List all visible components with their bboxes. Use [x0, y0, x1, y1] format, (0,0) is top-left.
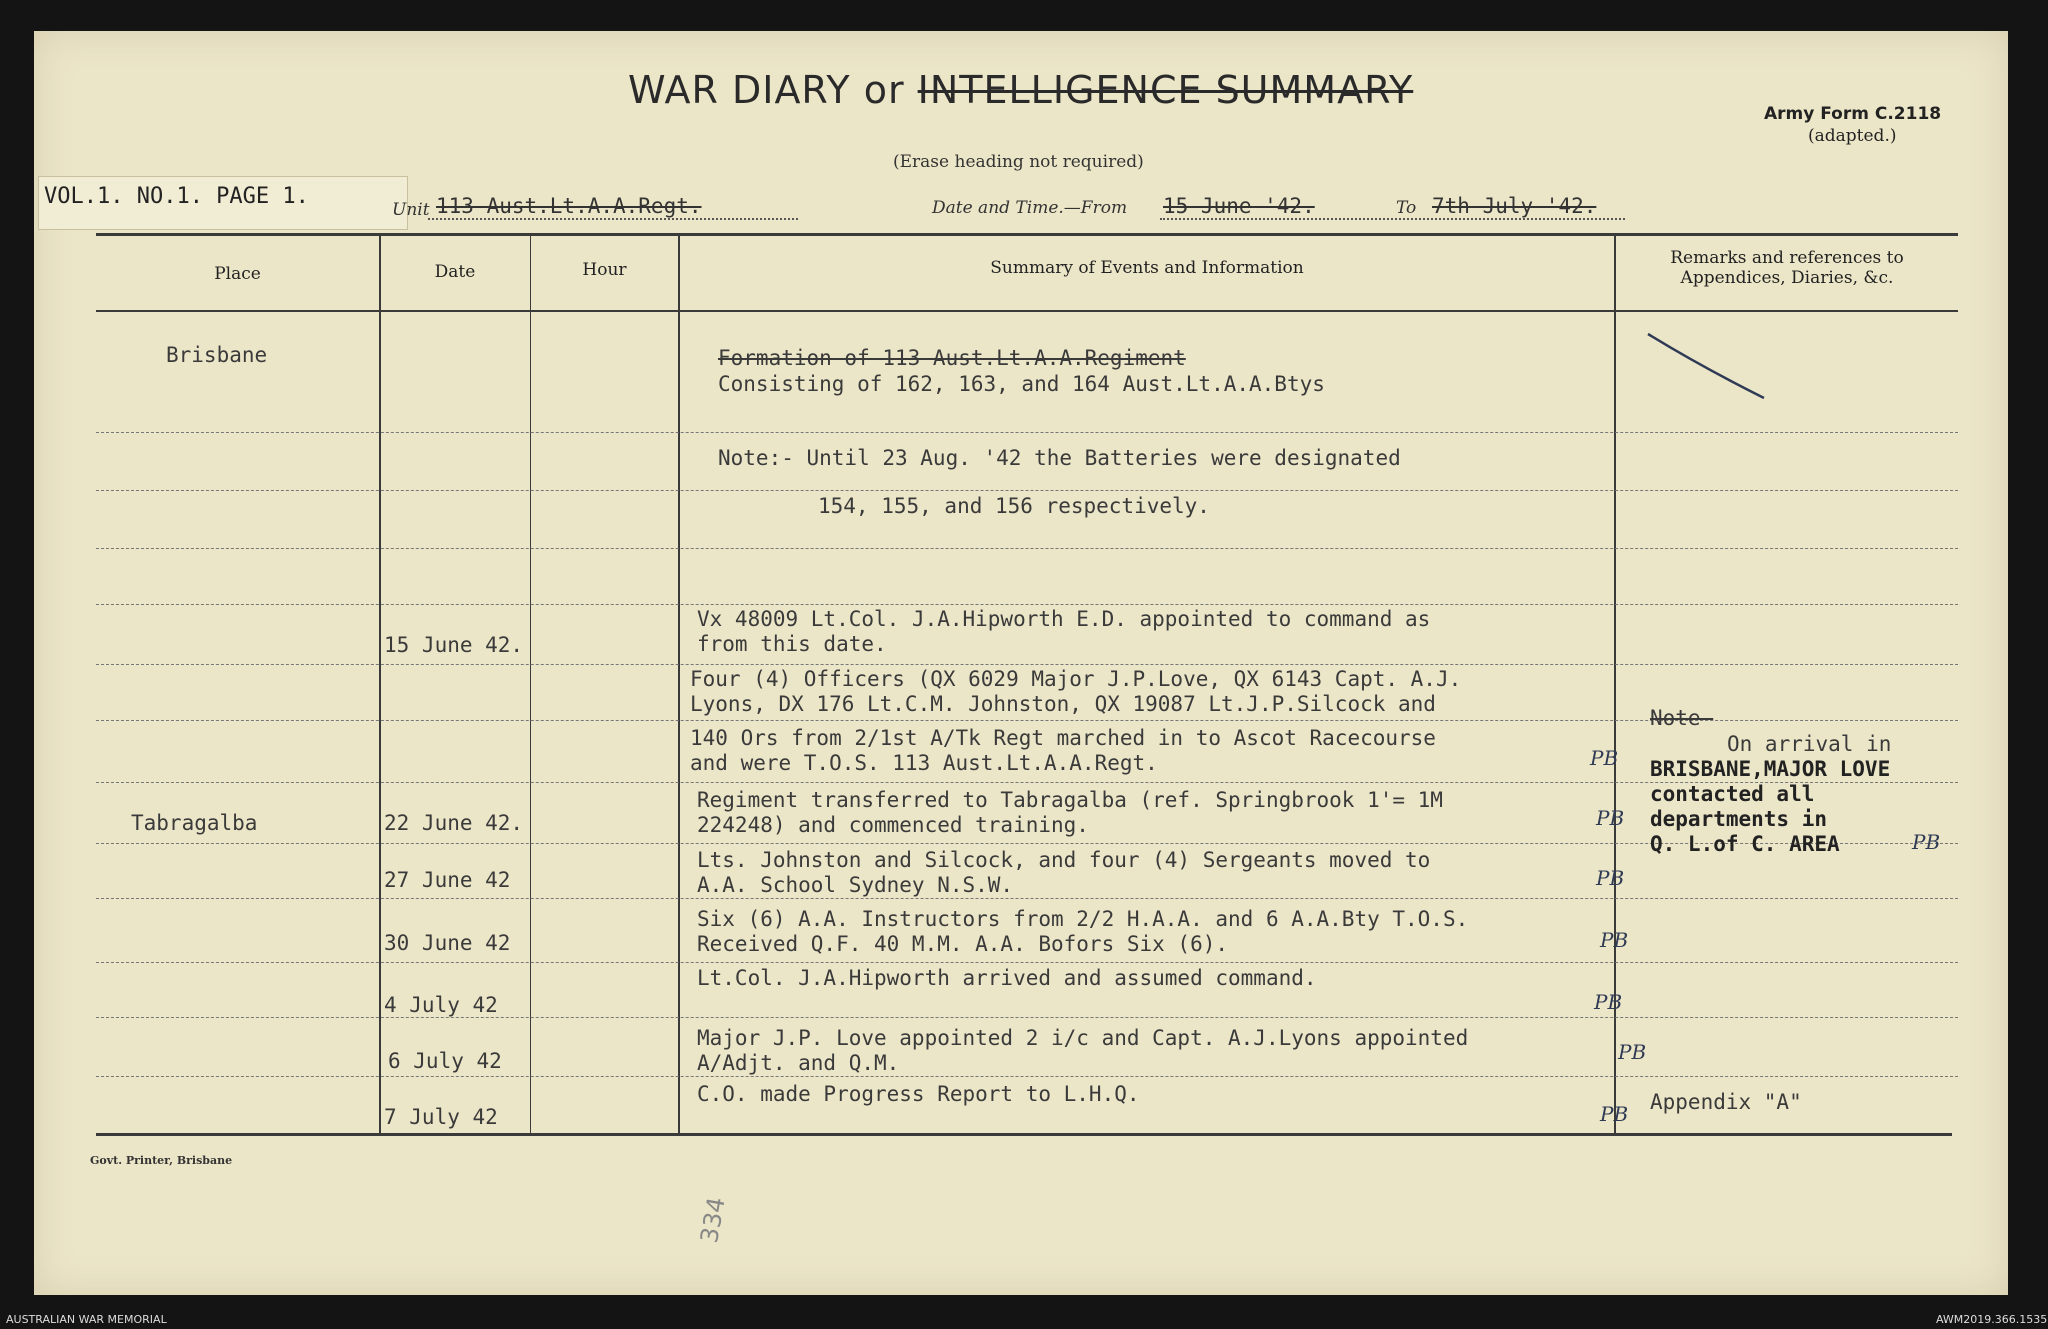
remarks-line-1: On arrival in [1727, 732, 1892, 756]
page-title [628, 68, 1413, 112]
col-header-place: Place [214, 264, 261, 284]
summary-note-1: Note:- Until 23 Aug. '42 the Batteries were designated [718, 446, 1401, 470]
ruled-line [96, 490, 1958, 491]
date-time-label: Date and Time.—From [932, 198, 1128, 218]
handwritten-initials: PB [1596, 866, 1625, 890]
col-header-summary: Summary of Events and Information [990, 258, 1304, 278]
date-7-july: 7 July 42 [384, 1105, 498, 1129]
summary-entry-8-line-1: C.O. made Progress Report to L.H.Q. [697, 1082, 1140, 1106]
erase-note: (Erase heading not required) [893, 152, 1144, 172]
summary-entry-5-line-2: Received Q.F. 40 M.M. A.A. Bofors Six (6). [697, 932, 1229, 956]
summary-entry-1-line-2: from this date. [697, 632, 887, 656]
ruled-line [96, 664, 1958, 665]
summary-entry-4-line-1: Lts. Johnston and Silcock, and four (4) Sergeants moved to [697, 848, 1431, 872]
date-15-june: 15 June 42. [384, 633, 524, 657]
handwritten-initials: PB [1600, 1102, 1629, 1126]
summary-entry-7-line-2: A/Adjt. and Q.M. [697, 1051, 900, 1075]
date-4-july: 4 July 42 [384, 993, 498, 1017]
table-bottom-border [96, 1133, 1952, 1136]
summary-formation: Formation of 113 Aust.Lt.A.A.Regiment [718, 346, 1186, 370]
handwritten-initials: PB [1596, 806, 1625, 830]
summary-entry-6-line-1: Lt.Col. J.A.Hipworth arrived and assumed command. [697, 966, 1317, 990]
summary-consisting: Consisting of 162, 163, and 164 Aust.Lt.A.A.Btys [718, 372, 1325, 396]
date-to-label: To [1396, 198, 1417, 218]
ruled-line [96, 1017, 1958, 1018]
ruled-line [96, 1076, 1958, 1077]
handwritten-initials: PB [1594, 990, 1623, 1014]
date-underline [1160, 218, 1625, 220]
col-header-date: Date [434, 262, 476, 282]
volume-label: VOL.1. NO.1. PAGE 1. [44, 184, 309, 209]
place-brisbane: Brisbane [166, 343, 268, 367]
date-27-june: 27 June 42 [384, 868, 511, 892]
summary-entry-7-line-1: Major J.P. Love appointed 2 i/c and Capt. A.J.Lyons appointed [697, 1026, 1469, 1050]
summary-entry-3-line-1: Regiment transferred to Tabragalba (ref. Springbrook 1'= 1M [697, 788, 1443, 812]
pen-stroke-mark [1640, 326, 1770, 406]
ruled-line [96, 962, 1958, 963]
summary-entry-5-line-1: Six (6) A.A. Instructors from 2/2 H.A.A. and 6 A.A.Bty T.O.S. [697, 907, 1469, 931]
title-struck-summary: INTELLIGENCE SUMMARY [917, 68, 1414, 112]
summary-entry-3-line-2: 224248) and commenced training. [697, 813, 1089, 837]
pencil-folio-number: 334 [695, 1195, 731, 1245]
remarks-appendix: Appendix "A" [1650, 1090, 1802, 1114]
handwritten-initials: PB [1618, 1040, 1647, 1064]
col-divider-place [379, 233, 381, 1133]
handwritten-initials: PB [1912, 830, 1941, 854]
summary-entry-2-line-1: Four (4) Officers (QX 6029 Major J.P.Love, QX 6143 Capt. A.J. [690, 667, 1462, 691]
archive-reference: AWM2019.366.1535 [1936, 1313, 2048, 1326]
handwritten-initials: PB [1590, 746, 1619, 770]
unit-label: Unit [392, 200, 430, 220]
army-form-label: Army Form C.2118 [1764, 104, 1942, 124]
col-header-hour: Hour [582, 260, 627, 280]
handwritten-initials: PB [1600, 928, 1629, 952]
summary-entry-1-line-1: Vx 48009 Lt.Col. J.A.Hipworth E.D. appointed to command as [697, 607, 1431, 631]
unit-value: 113 Aust.Lt.A.A.Regt. [436, 194, 702, 218]
remarks-line-4: departments in [1650, 807, 1828, 831]
date-30-june: 30 June 42 [384, 931, 511, 955]
printer-imprint: Govt. Printer, Brisbane [90, 1154, 233, 1167]
remarks-note-heading: Note- [1650, 706, 1714, 730]
date-22-june: 22 June 42. [384, 811, 524, 835]
col-header-remarks-1: Remarks and references to [1670, 248, 1904, 268]
title-war-diary: WAR DIARY or [628, 68, 918, 112]
col-divider-date [530, 233, 531, 1133]
place-tabragalba: Tabragalba [131, 811, 258, 835]
ruled-line [96, 432, 1958, 433]
unit-underline [428, 218, 798, 220]
summary-entry-4-line-2: A.A. School Sydney N.S.W. [697, 873, 1014, 897]
date-to-value: 7th July '42. [1432, 194, 1597, 218]
ruled-line [96, 604, 1958, 605]
col-divider-hour [678, 233, 680, 1133]
date-6-july: 6 July 42 [388, 1049, 502, 1073]
remarks-line-3: contacted all [1650, 782, 1815, 806]
summary-note-2: 154, 155, and 156 respectively. [818, 494, 1210, 518]
summary-entry-2-line-2: Lyons, DX 176 Lt.C.M. Johnston, QX 19087 Lt.J.P.Silcock and [690, 692, 1436, 716]
archive-credit: AUSTRALIAN WAR MEMORIAL [6, 1313, 167, 1326]
adapted-label: (adapted.) [1808, 126, 1897, 146]
header-bottom-border [96, 310, 1958, 312]
remarks-line-5: Q. L.of C. AREA [1650, 832, 1840, 856]
summary-entry-2-line-3: 140 Ors from 2/1st A/Tk Regt marched in to Ascot Racecourse [690, 726, 1436, 750]
ruled-line [96, 548, 1958, 549]
col-header-remarks-2: Appendices, Diaries, &c. [1680, 268, 1894, 288]
date-from-value: 15 June '42. [1163, 194, 1315, 218]
ruled-line [96, 898, 1958, 899]
table-top-border [96, 233, 1958, 236]
remarks-line-2: BRISBANE,MAJOR LOVE [1650, 757, 1891, 781]
summary-entry-2-line-4: and were T.O.S. 113 Aust.Lt.A.A.Regt. [690, 751, 1158, 775]
